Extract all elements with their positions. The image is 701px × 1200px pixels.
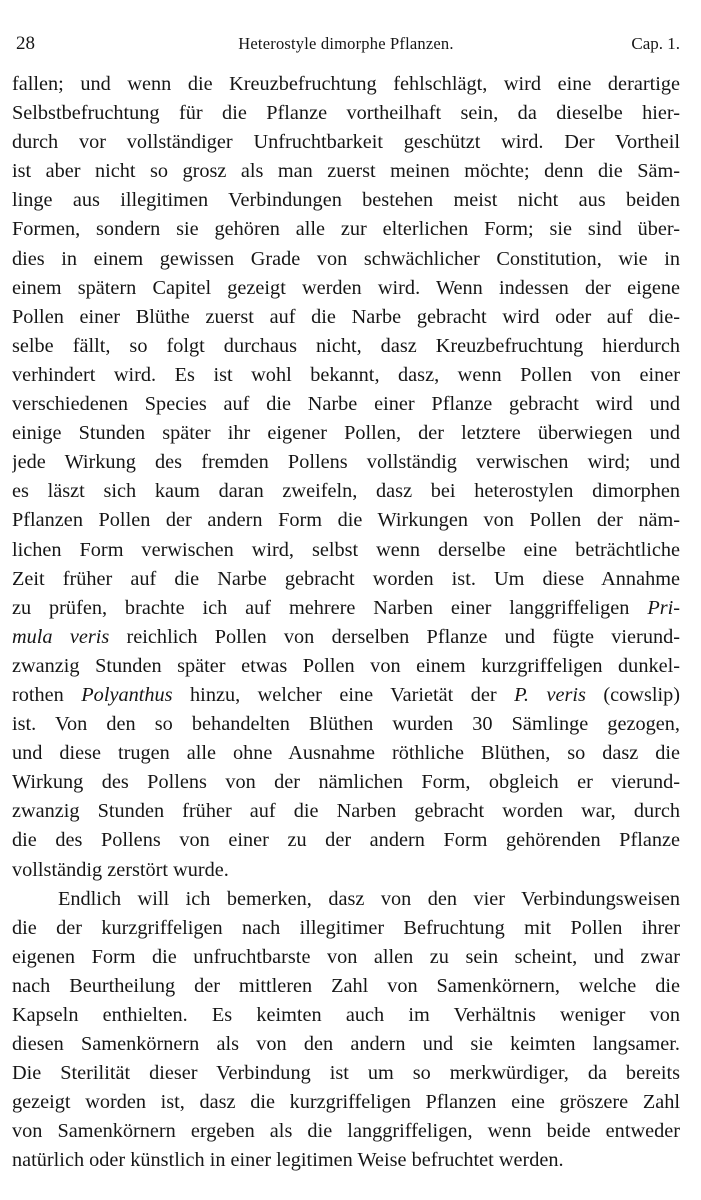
text-run: es läszt sich kaum daran zweifeln, dasz bei heterostylen dimorphen (12, 480, 680, 503)
text-run: durch vor vollständiger Unfruchtbarkeit geschützt wird. Der Vortheil (12, 131, 680, 154)
text-line (12, 856, 680, 885)
text-line (12, 681, 680, 710)
text-line (12, 99, 680, 128)
text-line (12, 361, 680, 390)
chapter-label: Cap. 1. (631, 34, 680, 53)
text-line (12, 623, 680, 652)
text-run: Formen, sondern sie gehören alle zur elterlichen Form; sie sind über- (12, 218, 680, 241)
text-run: hinzu, welcher eine Varietät der (172, 683, 515, 706)
text-run: zwanzig Stunden früher auf die Narben gebracht worden war, durch (12, 800, 680, 823)
text-line (12, 826, 680, 855)
text-line (12, 1001, 680, 1030)
text-run: selbe fällt, so folgt durchaus nicht, dasz Kreuzbefruchtung hierdurch (12, 334, 680, 357)
italic-text: Pri- (647, 596, 680, 619)
paragraph (12, 70, 680, 885)
text-line (12, 128, 680, 157)
paragraph (12, 885, 680, 1176)
italic-text: P. veris (514, 683, 586, 706)
running-title: Heterostyle dimorphe Pflanzen. (238, 34, 454, 53)
text-line (12, 70, 680, 99)
text-line (12, 1117, 680, 1146)
text-run: die des Pollens von einer zu der andern Form gehörenden Pflanze (12, 829, 680, 852)
text-line (12, 885, 680, 914)
text-line (12, 797, 680, 826)
text-line (12, 1030, 680, 1059)
text-line (12, 419, 680, 448)
text-run: Selbstbefruchtung für die Pflanze vortheilhaft sein, da dieselbe hier- (12, 102, 680, 125)
text-line (12, 448, 680, 477)
book-page (12, 0, 680, 1200)
text-run: ist aber nicht so grosz als man zuerst meinen möchte; denn die Säm- (12, 160, 680, 183)
text-run: lichen Form verwischen wird, selbst wenn derselbe eine beträchtliche (12, 538, 680, 561)
text-line (12, 594, 680, 623)
italic-text: Polyanthus (81, 683, 173, 706)
text-run: und diese trugen alle ohne Ausnahme röthliche Blüthen, so dasz die (12, 742, 680, 765)
text-run: von Samenkörnern ergeben als die langgriffeligen, wenn beide entweder (12, 1120, 680, 1143)
text-line (12, 972, 680, 1001)
text-run: Pflanzen Pollen der andern Form die Wirkungen von Pollen der näm- (12, 509, 680, 532)
text-run: Wirkung des Pollens von der nämlichen Form, obgleich er vierund- (12, 771, 680, 794)
text-line (12, 739, 680, 768)
text-line (12, 536, 680, 565)
text-line (12, 215, 680, 244)
text-line (12, 943, 680, 972)
text-run: reichlich Pollen von derselben Pflanze und fügte vierund- (109, 625, 680, 648)
text-run: gezeigt worden ist, dasz die kurzgriffeligen Pflanzen eine gröszere Zahl (12, 1091, 680, 1114)
text-run: Kapseln enthielten. Es keimten auch im Verhältnis weniger von (12, 1004, 680, 1026)
text-line (12, 565, 680, 594)
text-line (12, 390, 680, 419)
text-run: Pollen einer Blüthe zuerst auf die Narbe gebracht wird oder auf die- (12, 305, 680, 328)
text-run: einem spätern Capitel gezeigt werden wird. Wenn indessen der eigene (12, 276, 680, 299)
text-line (12, 245, 680, 274)
italic-text: mula veris (12, 625, 110, 648)
text-line (12, 768, 680, 797)
text-line (12, 914, 680, 943)
text-run: eigenen Form die unfruchtbarste von allen zu sein scheint, und zwar (12, 945, 680, 968)
text-line (12, 1146, 680, 1175)
text-run: diesen Samenkörnern als von den andern und sie keimten langsamer. (12, 1033, 680, 1056)
text-line (12, 274, 680, 303)
text-line (12, 186, 680, 215)
text-line (12, 506, 680, 535)
text-line (12, 652, 680, 681)
text-run: nach Beurtheilung der mittleren Zahl von Samenkörnern, welche die (12, 974, 680, 997)
text-run: linge aus illegitimen Verbindungen bestehen meist nicht aus beiden (12, 189, 680, 212)
text-line (12, 1088, 680, 1117)
text-run: verhindert wird. Es ist wohl bekannt, dasz, wenn Pollen von einer (12, 363, 680, 386)
text-line (12, 303, 680, 332)
text-run: verschiedenen Species auf die Narbe einer Pflanze gebracht wird und (12, 393, 680, 416)
body-text (12, 70, 680, 1176)
text-run: zu prüfen, brachte ich auf mehrere Narben einer langgriffeligen (12, 596, 648, 619)
text-line (12, 477, 680, 506)
text-line (12, 1059, 680, 1088)
text-run: Endlich will ich bemerken, dasz von den vier Verbindungsweisen (58, 887, 680, 910)
text-run: Zeit früher auf die Narbe gebracht worden ist. Um diese Annahme (12, 567, 680, 590)
text-line (12, 332, 680, 361)
text-run: die der kurzgriffeligen nach illegitimer Befruchtung mit Pollen ihrer (12, 916, 680, 939)
text-run: einige Stunden später ihr eigener Pollen, der letztere überwiegen und (12, 422, 680, 445)
text-run: dies in einem gewissen Grade von schwächlicher Constitution, wie in (12, 247, 680, 270)
text-run: (cowslip) (585, 683, 680, 706)
text-run: ist. Von den so behandelten Blüthen wurden 30 Sämlinge gezogen, (12, 713, 680, 736)
text-run: jede Wirkung des fremden Pollens vollständig verwischen wird; und (12, 451, 680, 474)
page-number: 28 (16, 33, 35, 54)
text-run: fallen; und wenn die Kreuzbefruchtung fehlschlägt, wird eine derartige (12, 73, 680, 95)
text-line (12, 157, 680, 186)
text-line (12, 710, 680, 739)
running-head (12, 32, 680, 56)
text-run: Die Sterilität dieser Verbindung ist um so merkwürdiger, da bereits (12, 1062, 680, 1085)
text-run: zwanzig Stunden später etwas Pollen von einem kurzgriffeligen dunkel- (12, 654, 680, 677)
text-run: rothen (12, 683, 82, 706)
text-run: vollständig zerstört wurde. (12, 858, 229, 881)
text-run: natürlich oder künstlich in einer legitimen Weise befruchtet werden. (12, 1149, 564, 1172)
